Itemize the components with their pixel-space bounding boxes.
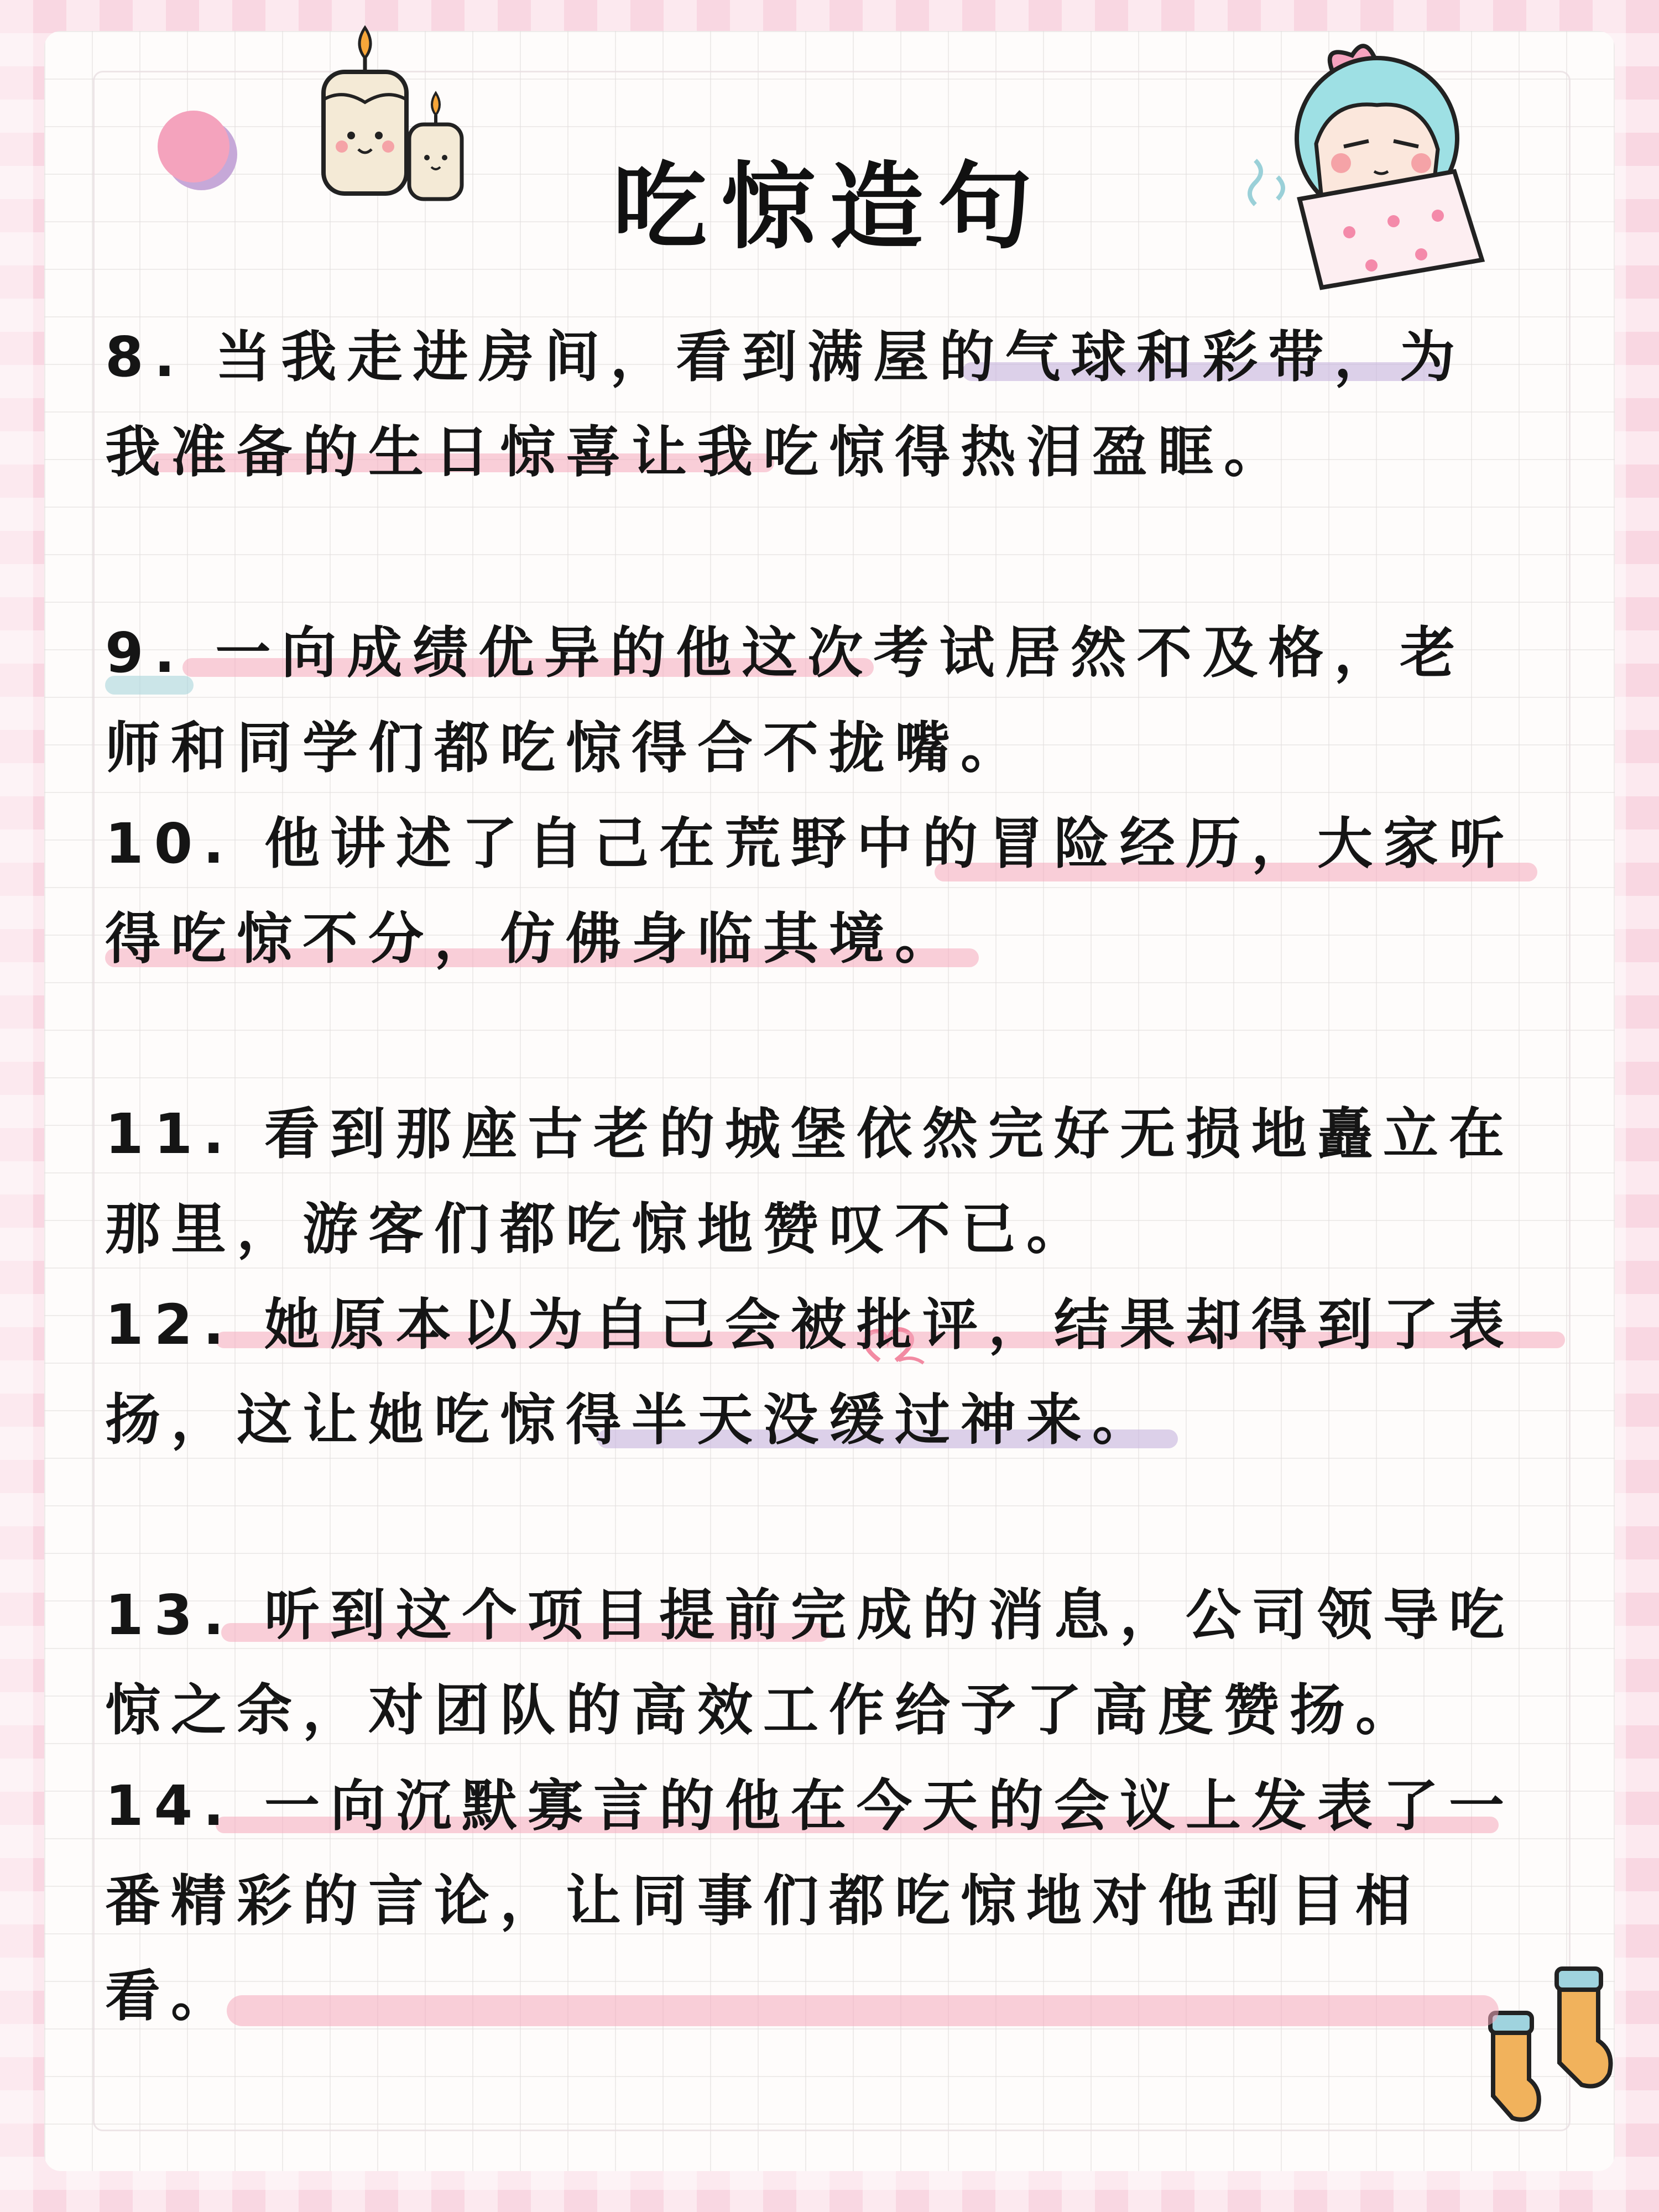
sentence-line: 那里，游客们都吃惊地赞叹不已。 — [105, 1197, 1092, 1261]
sentence-12 — [105, 1277, 1554, 1468]
sentence-14 — [105, 1759, 1554, 2044]
sentence-13 — [105, 1568, 1554, 1758]
sentence-line: 师和同学们都吃惊得合不拢嘴。 — [105, 716, 1026, 780]
page-title: 吃惊造句 — [612, 153, 1046, 262]
sentence-8 — [105, 310, 1554, 500]
sentence-line: 12. 她原本以为自己会被批评，结果却得到了表 — [105, 1292, 1515, 1357]
sentence-line: 13. 听到这个项目提前完成的消息，公司领导吃 — [105, 1583, 1515, 1647]
sentence-line: 番精彩的言论，让同事们都吃惊地对他刮目相 — [105, 1869, 1421, 1933]
sentence-11 — [105, 1087, 1554, 1277]
sentence-line: 我准备的生日惊喜让我吃惊得热泪盈眶。 — [105, 420, 1290, 484]
sentence-line: 看。 — [105, 1964, 237, 2028]
sentence-line: 14. 一向沉默寡言的他在今天的会议上发表了一 — [105, 1773, 1515, 1838]
sentence-line: 9. 一向成绩优异的他这次考试居然不及格，老 — [105, 620, 1466, 685]
sentence-line: 10. 他讲述了自己在荒野中的冒险经历，大家听 — [105, 811, 1515, 876]
sentence-line: 11. 看到那座古老的城堡依然完好无损地矗立在 — [105, 1102, 1515, 1166]
sentence-line: 得吃惊不分，仿佛身临其境。 — [105, 906, 961, 971]
sentence-line: 8. 当我走进房间，看到满屋的气球和彩带，为 — [105, 325, 1466, 389]
sentence-line: 扬，这让她吃惊得半天没缓过神来。 — [105, 1387, 1158, 1452]
sentence-10 — [105, 796, 1554, 987]
sentence-9 — [105, 606, 1554, 796]
sentence-line: 惊之余，对团队的高效工作给予了高度赞扬。 — [105, 1678, 1421, 1743]
